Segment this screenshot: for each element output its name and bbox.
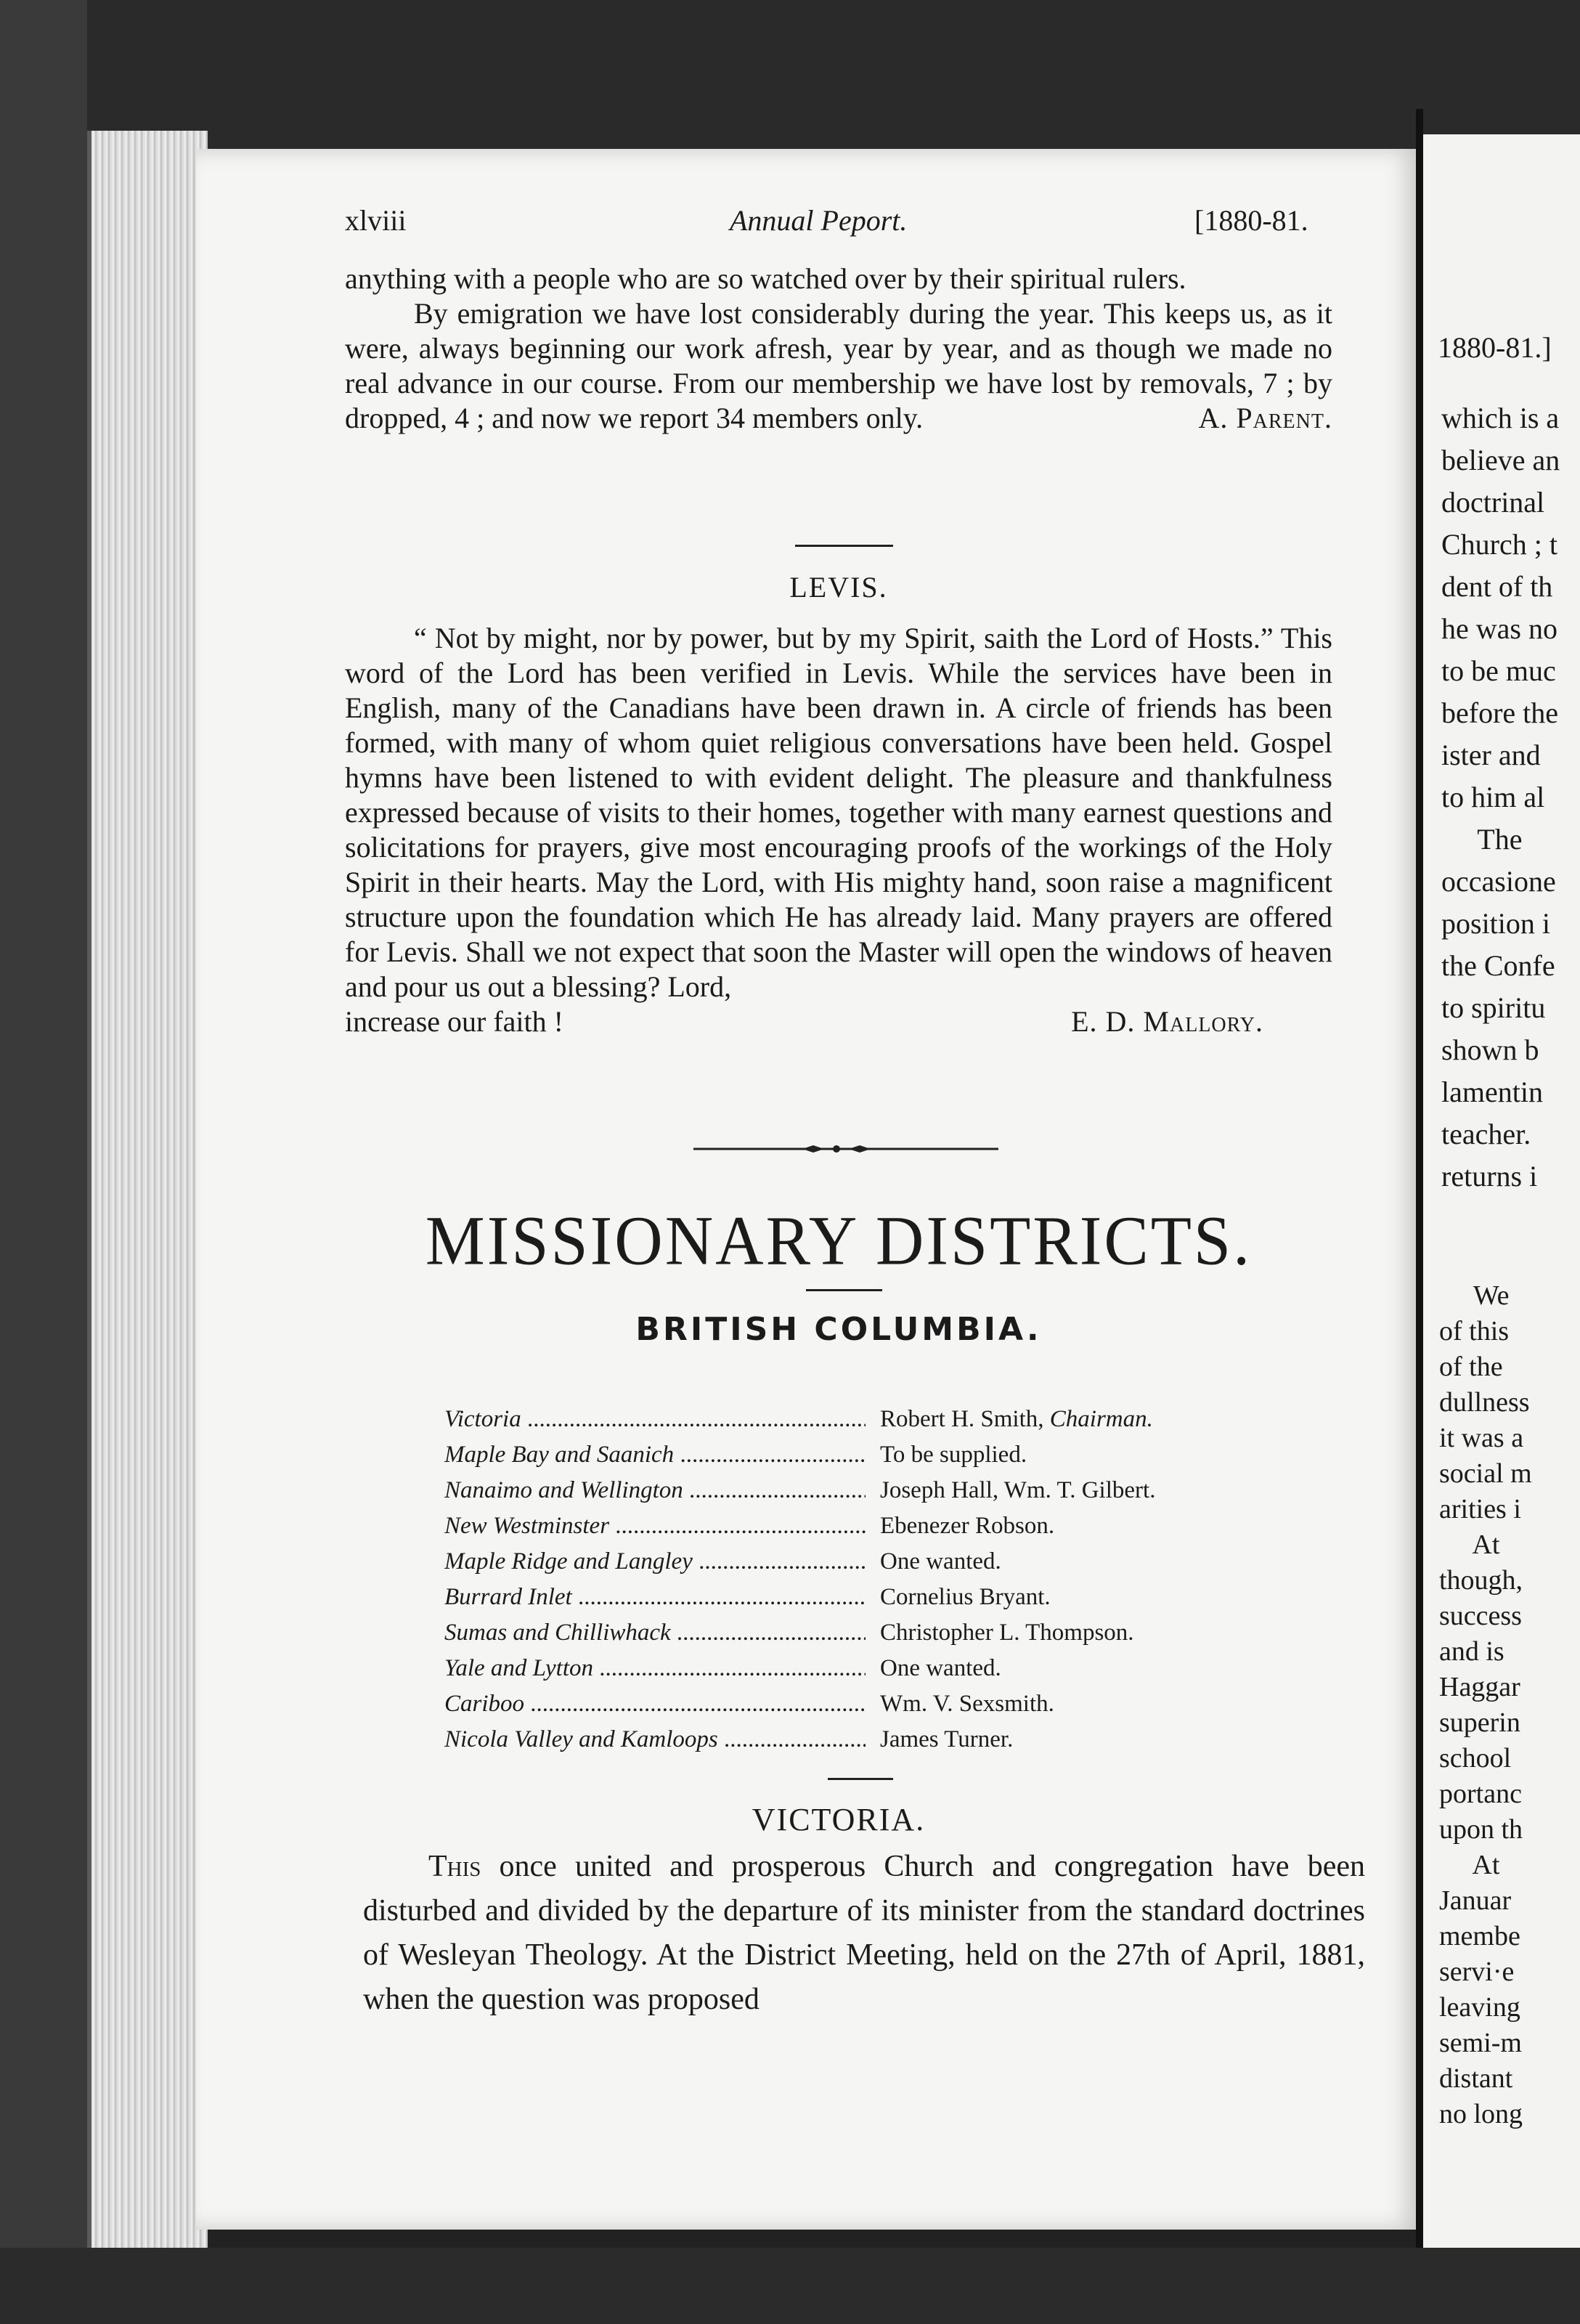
right-page-line: dullness xyxy=(1439,1387,1530,1418)
right-page-line: to spiritu xyxy=(1441,991,1546,1024)
circuit-name: New Westminster ..... xyxy=(444,1513,866,1540)
ornament-divider xyxy=(693,1144,998,1154)
right-page-line: Haggar xyxy=(1439,1672,1520,1702)
right-page-line: believe an xyxy=(1441,444,1560,476)
victoria-text xyxy=(363,1845,1365,2022)
right-page-line: no long xyxy=(1439,2099,1523,2129)
levis-paragraph: “ Not by might, nor by power, but by my Spirit, saith the Lord of Hosts.” This word of the Lord has been verified in Levis. While the services have been in English, many of the Canadians have been drawn in. A circle of friends has been formed, with many of whom quiet religious conversations have been held. Gospel hymns have been listened to with evident delight. The pleasure and thankfulness expressed because of visits to their homes, together with many earnest questions and solicitations for prayers, give most encouraging proofs of the workings of the Holy Spirit in their hearts. May the Lord, with His mighty hand, soon raise a magnificent structure upon the foundation which He has already laid. Many prayers are offered for Levis. Shall we not expect that soon the Master will open the windows of heaven and pour us out a blessing? Lord, xyxy=(345,622,1332,1003)
right-page-line: Januar xyxy=(1439,1885,1512,1916)
right-page-line: superin xyxy=(1439,1707,1520,1738)
right-page-line: returns i xyxy=(1441,1160,1538,1193)
list-item xyxy=(444,1402,1279,1437)
right-page-line: The xyxy=(1441,823,1523,856)
list-item xyxy=(444,1615,1279,1651)
scan-background-bottom xyxy=(0,2248,1580,2324)
right-page-line: Church ; t xyxy=(1441,528,1557,561)
minister-name: Ebenezer Robson. xyxy=(880,1513,1055,1539)
book-page-edges xyxy=(87,131,208,2251)
right-page-line: semi-m xyxy=(1439,2028,1522,2058)
appointments-list xyxy=(444,1402,1279,1758)
list-item xyxy=(444,1473,1279,1508)
right-page-line: At xyxy=(1439,1850,1500,1880)
levis-closing-line xyxy=(345,1004,1332,1039)
intro-signature: A. Parent. xyxy=(1198,402,1332,434)
right-page-text-top xyxy=(1441,397,1560,1198)
victoria-paragraph xyxy=(363,1845,1365,2022)
victoria-heading: VICTORIA. xyxy=(752,1802,926,1837)
minister-name: Joseph Hall, Wm. T. Gilbert. xyxy=(880,1477,1156,1503)
levis-heading: LEVIS. xyxy=(789,571,888,604)
right-page-line: distant xyxy=(1439,2063,1513,2094)
title-underline xyxy=(806,1289,882,1291)
list-item xyxy=(444,1544,1279,1580)
right-page-header: 1880-81.] xyxy=(1438,331,1552,364)
circuit-name: Victoria ..... xyxy=(444,1406,866,1433)
circuit-name: Nicola Valley and Kamloops ..... xyxy=(444,1726,866,1753)
right-page-line: social m xyxy=(1439,1458,1532,1489)
victoria-divider xyxy=(828,1778,893,1780)
right-page-line: We xyxy=(1439,1280,1510,1311)
right-page-line: dent of th xyxy=(1441,570,1553,603)
right-page-line: to him al xyxy=(1441,781,1545,813)
intro-paragraph-2: By emigration we have lost considerably during the year. This keeps us, as it were, always beginning our work afresh, year by year, and as though we made no real advance in our course. From our membership we have lost by removals, 7 ; by dropped, 4 ; and now we report 34 members only. xyxy=(345,297,1332,434)
list-item xyxy=(444,1508,1279,1544)
levis-text xyxy=(345,621,1332,1039)
book-gutter xyxy=(1416,109,1423,2259)
right-page-line: occasione xyxy=(1441,865,1556,898)
right-page-line: school xyxy=(1439,1743,1512,1774)
section-divider xyxy=(795,545,893,547)
circuit-name: Nanaimo and Wellington ..... xyxy=(444,1477,866,1504)
circuit-name: Yale and Lytton ..... xyxy=(444,1655,866,1682)
right-page-line: though, xyxy=(1439,1565,1523,1596)
circuit-name: Sumas and Chilliwhack ..... xyxy=(444,1620,866,1646)
right-page-line: of this xyxy=(1439,1316,1510,1346)
list-item xyxy=(444,1651,1279,1686)
right-page-line: lamentin xyxy=(1441,1076,1543,1108)
scan-background-top xyxy=(0,0,1580,153)
minister-name: Wm. V. Sexsmith. xyxy=(880,1691,1054,1717)
circuit-name: Maple Ridge and Langley ..... xyxy=(444,1548,866,1575)
right-page-line: position i xyxy=(1441,907,1551,940)
right-page-line: shown b xyxy=(1441,1033,1539,1066)
right-page-line: leaving xyxy=(1439,1992,1520,2023)
right-page-line: doctrinal xyxy=(1441,486,1545,519)
right-page-line: to be muc xyxy=(1441,654,1556,687)
report-year: [1880-81. xyxy=(1194,204,1308,237)
circuit-name: Burrard Inlet ..... xyxy=(444,1584,866,1611)
levis-last-line: increase our faith ! xyxy=(345,1005,563,1038)
section-title: MISSIONARY DISTRICTS. xyxy=(425,1201,1253,1280)
right-page-line: upon th xyxy=(1439,1814,1523,1845)
minister-name: One wanted. xyxy=(880,1548,1001,1575)
right-page-line: he was no xyxy=(1441,612,1557,645)
right-page-line: teacher. xyxy=(1441,1118,1531,1150)
right-page-line: before the xyxy=(1441,696,1559,729)
right-page-line: servi·e xyxy=(1439,1957,1515,1987)
levis-signature: E. D. Mallory. xyxy=(1071,1005,1263,1038)
minister-name: Christopher L. Thompson. xyxy=(880,1620,1134,1646)
right-page-line: which is a xyxy=(1441,402,1560,434)
right-page-line: membe xyxy=(1439,1921,1520,1951)
right-page-line: portanc xyxy=(1439,1779,1522,1809)
victoria-first-word: This xyxy=(428,1850,481,1883)
minister-name: Cornelius Bryant. xyxy=(880,1584,1051,1610)
minister-name: To be supplied. xyxy=(880,1442,1027,1468)
scan-background-left xyxy=(0,0,87,2324)
subsection-title: BRITISH COLUMBIA. xyxy=(635,1311,1042,1348)
minister-text: Robert H. Smith, xyxy=(880,1406,1044,1432)
list-item xyxy=(444,1580,1279,1615)
victoria-body: once united and prosperous Church and congregation have been disturbed and divided by the departure of its minister from the standard doctrines of Wesleyan Theology. At the District Meeting, held on the 27th of April, 1881, when the question was proposed xyxy=(363,1850,1365,2016)
minister-name: One wanted. xyxy=(880,1655,1001,1681)
circuit-name: Maple Bay and Saanich ..... xyxy=(444,1442,866,1468)
right-page-line: it was a xyxy=(1439,1423,1524,1453)
list-item xyxy=(444,1437,1279,1473)
right-page-text-bottom xyxy=(1439,1278,1532,2132)
role-text: Chairman. xyxy=(1049,1406,1153,1432)
right-page-line: the Confe xyxy=(1441,949,1555,982)
intro-text xyxy=(345,261,1332,436)
right-page-line: At xyxy=(1439,1529,1500,1560)
circuit-name: Cariboo ..... xyxy=(444,1691,866,1718)
right-page-line: of the xyxy=(1439,1352,1503,1382)
right-page-line: arities i xyxy=(1439,1494,1521,1524)
right-page-line: success xyxy=(1439,1601,1522,1631)
list-item xyxy=(444,1722,1279,1758)
minister-name xyxy=(866,1406,1153,1433)
right-page-line: and is xyxy=(1439,1636,1504,1667)
page-number: xlviii xyxy=(345,204,407,237)
running-title: Annual Peport. xyxy=(730,204,908,237)
list-item xyxy=(444,1686,1279,1722)
minister-name: James Turner. xyxy=(880,1726,1014,1752)
intro-paragraph-1: anything with a people who are so watched over by their spiritual rulers. xyxy=(345,262,1186,295)
right-page xyxy=(1423,134,1580,2255)
right-page-line: ister and xyxy=(1441,739,1541,771)
